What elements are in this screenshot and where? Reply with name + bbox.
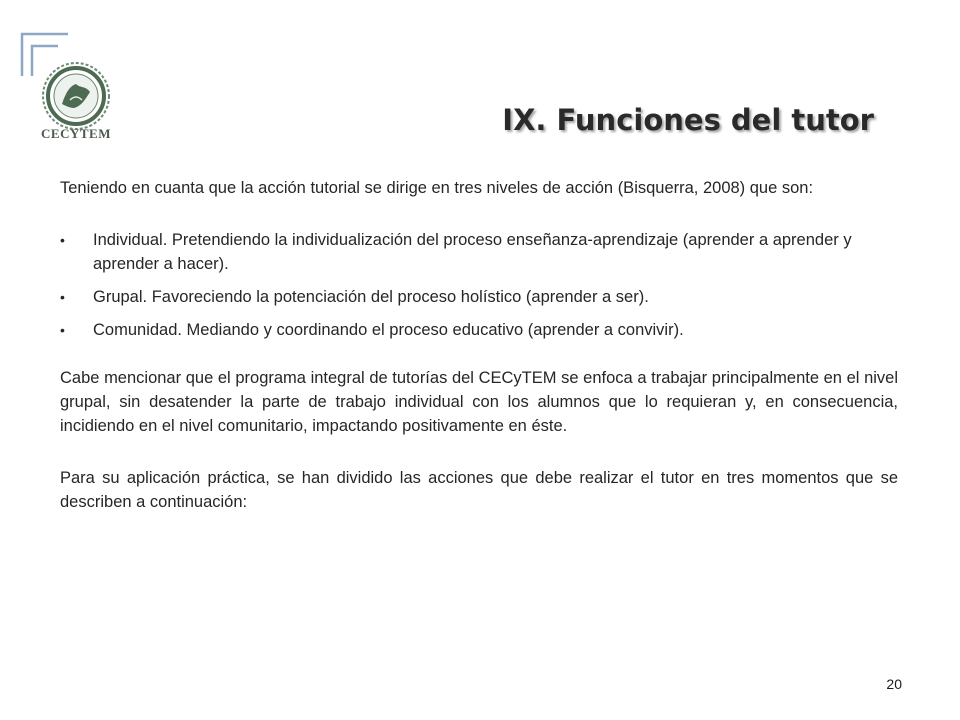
bullet-icon: • [60, 232, 65, 248]
bullet-icon: • [60, 322, 65, 338]
logo-text: CECYTEM [41, 126, 111, 141]
list-item: • Individual. Pretendiendo la individualización del proceso enseñanza-aprendizaje (aprender a aprender y aprender a hacer). [60, 228, 898, 276]
page-number: 20 [886, 676, 902, 692]
slide-content [60, 176, 898, 514]
list-item: • Comunidad. Mediando y coordinando el proceso educativo (aprender a convivir). [60, 318, 898, 342]
intro-paragraph: Teniendo en cuanta que la acción tutorial se dirige en tres niveles de acción (Bisquerra, 2008) que son: [60, 179, 814, 197]
bullet-icon: • [60, 289, 65, 305]
levels-list [60, 228, 898, 342]
list-item: • Grupal. Favoreciendo la potenciación del proceso holístico (aprender a ser). [60, 285, 898, 309]
body-paragraph-2: Cabe mencionar que el programa integral de tutorías del CECyTEM se enfoca a trabajar principalmente en el nivel grupal, sin desatender la parte de trabajo individual con los alumnos que lo requieran y, en consecuencia, incidiendo en el nivel comunitario, impactando positivamente en éste. [60, 369, 898, 435]
body-paragraph-3: Para su aplicación práctica, se han dividido las acciones que debe realizar el tutor en tres momentos que se describen a continuación: [60, 469, 898, 511]
slide-title: IX. Funciones del tutor [502, 103, 874, 137]
